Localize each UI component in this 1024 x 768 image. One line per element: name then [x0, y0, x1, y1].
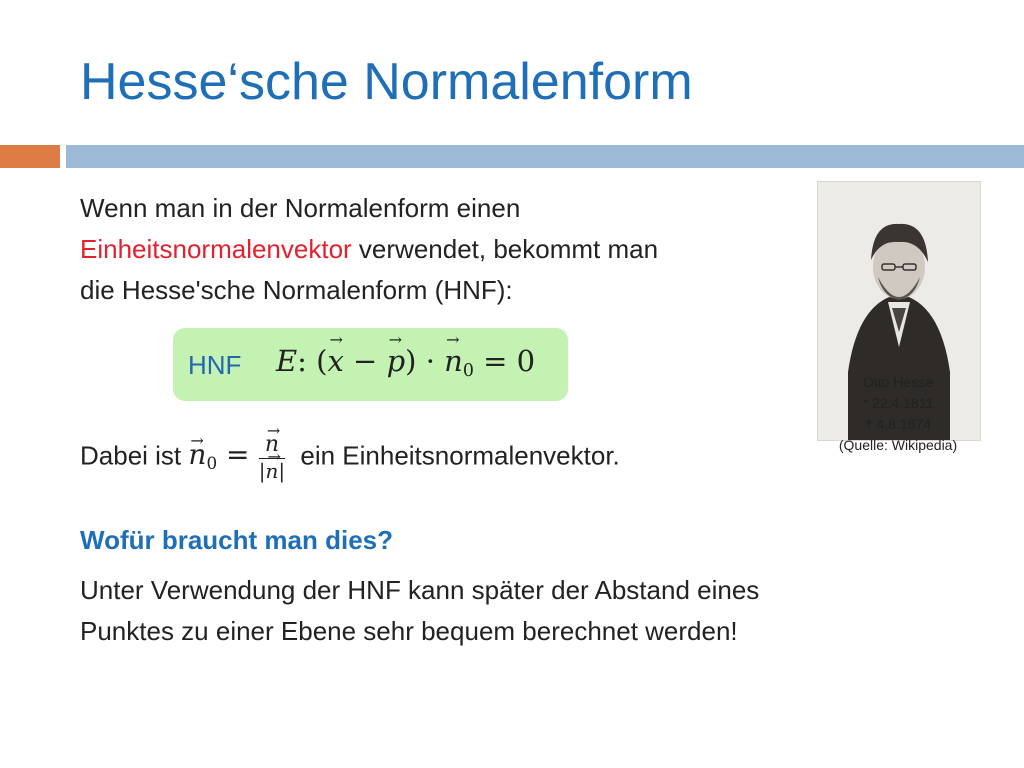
- plane-symbol: E: [276, 344, 298, 378]
- denominator-vector: → n: [265, 459, 278, 483]
- caption-name: Otto Hesse: [862, 374, 934, 390]
- intro-line2: verwendet, bekommt man: [351, 234, 659, 264]
- fraction-denominator: |→ n|: [259, 459, 285, 483]
- intro-paragraph: [80, 188, 800, 311]
- subscript-zero-2: 0: [206, 453, 218, 474]
- fraction: [259, 432, 285, 483]
- slide-title: Hesse‘sche Normalenform: [80, 53, 693, 111]
- definition-line: [80, 432, 620, 484]
- unit-normal-symbol: → $n_0$ =: [188, 438, 249, 471]
- highlight-term: Einheitsnormalenvektor: [80, 234, 352, 264]
- question-heading: Wofür braucht man dies?: [80, 525, 393, 555]
- vector-n: → n: [444, 344, 463, 378]
- numerator-vector: → n: [265, 432, 279, 458]
- intro-line3: die Hesse'sche Normalenform (HNF):: [80, 275, 513, 305]
- portrait-caption: [817, 372, 979, 456]
- accent-bar-blue: [66, 145, 1024, 168]
- vector-p: → p: [387, 344, 406, 378]
- dabei-suffix: ein Einheitsnormalenvektor.: [300, 440, 620, 471]
- hnf-formula: E: (→ x − → p) · → $n_0 = 0$: [276, 344, 535, 381]
- answer-line1: Unter Verwendung der HNF kann später der Abstand eines: [80, 575, 760, 605]
- accent-bar-orange: [0, 145, 60, 168]
- dabei-prefix: Dabei ist: [80, 440, 182, 471]
- subscript-zero: 0: [462, 361, 474, 382]
- hnf-label: HNF: [188, 350, 242, 380]
- answer-paragraph: [80, 570, 940, 652]
- answer-line2: Punktes zu einer Ebene sehr bequem berechnet werden!: [80, 616, 738, 646]
- caption-born: * 22.4.1811: [862, 395, 934, 411]
- vector-x: → x: [327, 344, 343, 378]
- vector-n0: → n: [188, 434, 206, 475]
- caption-died: † 4.8.1874: [864, 416, 932, 432]
- intro-line1: Wenn man in der Normalenform einen: [80, 193, 521, 223]
- formula-rhs: 0: [516, 344, 536, 378]
- caption-source: (Quelle: Wikipedia): [838, 437, 958, 453]
